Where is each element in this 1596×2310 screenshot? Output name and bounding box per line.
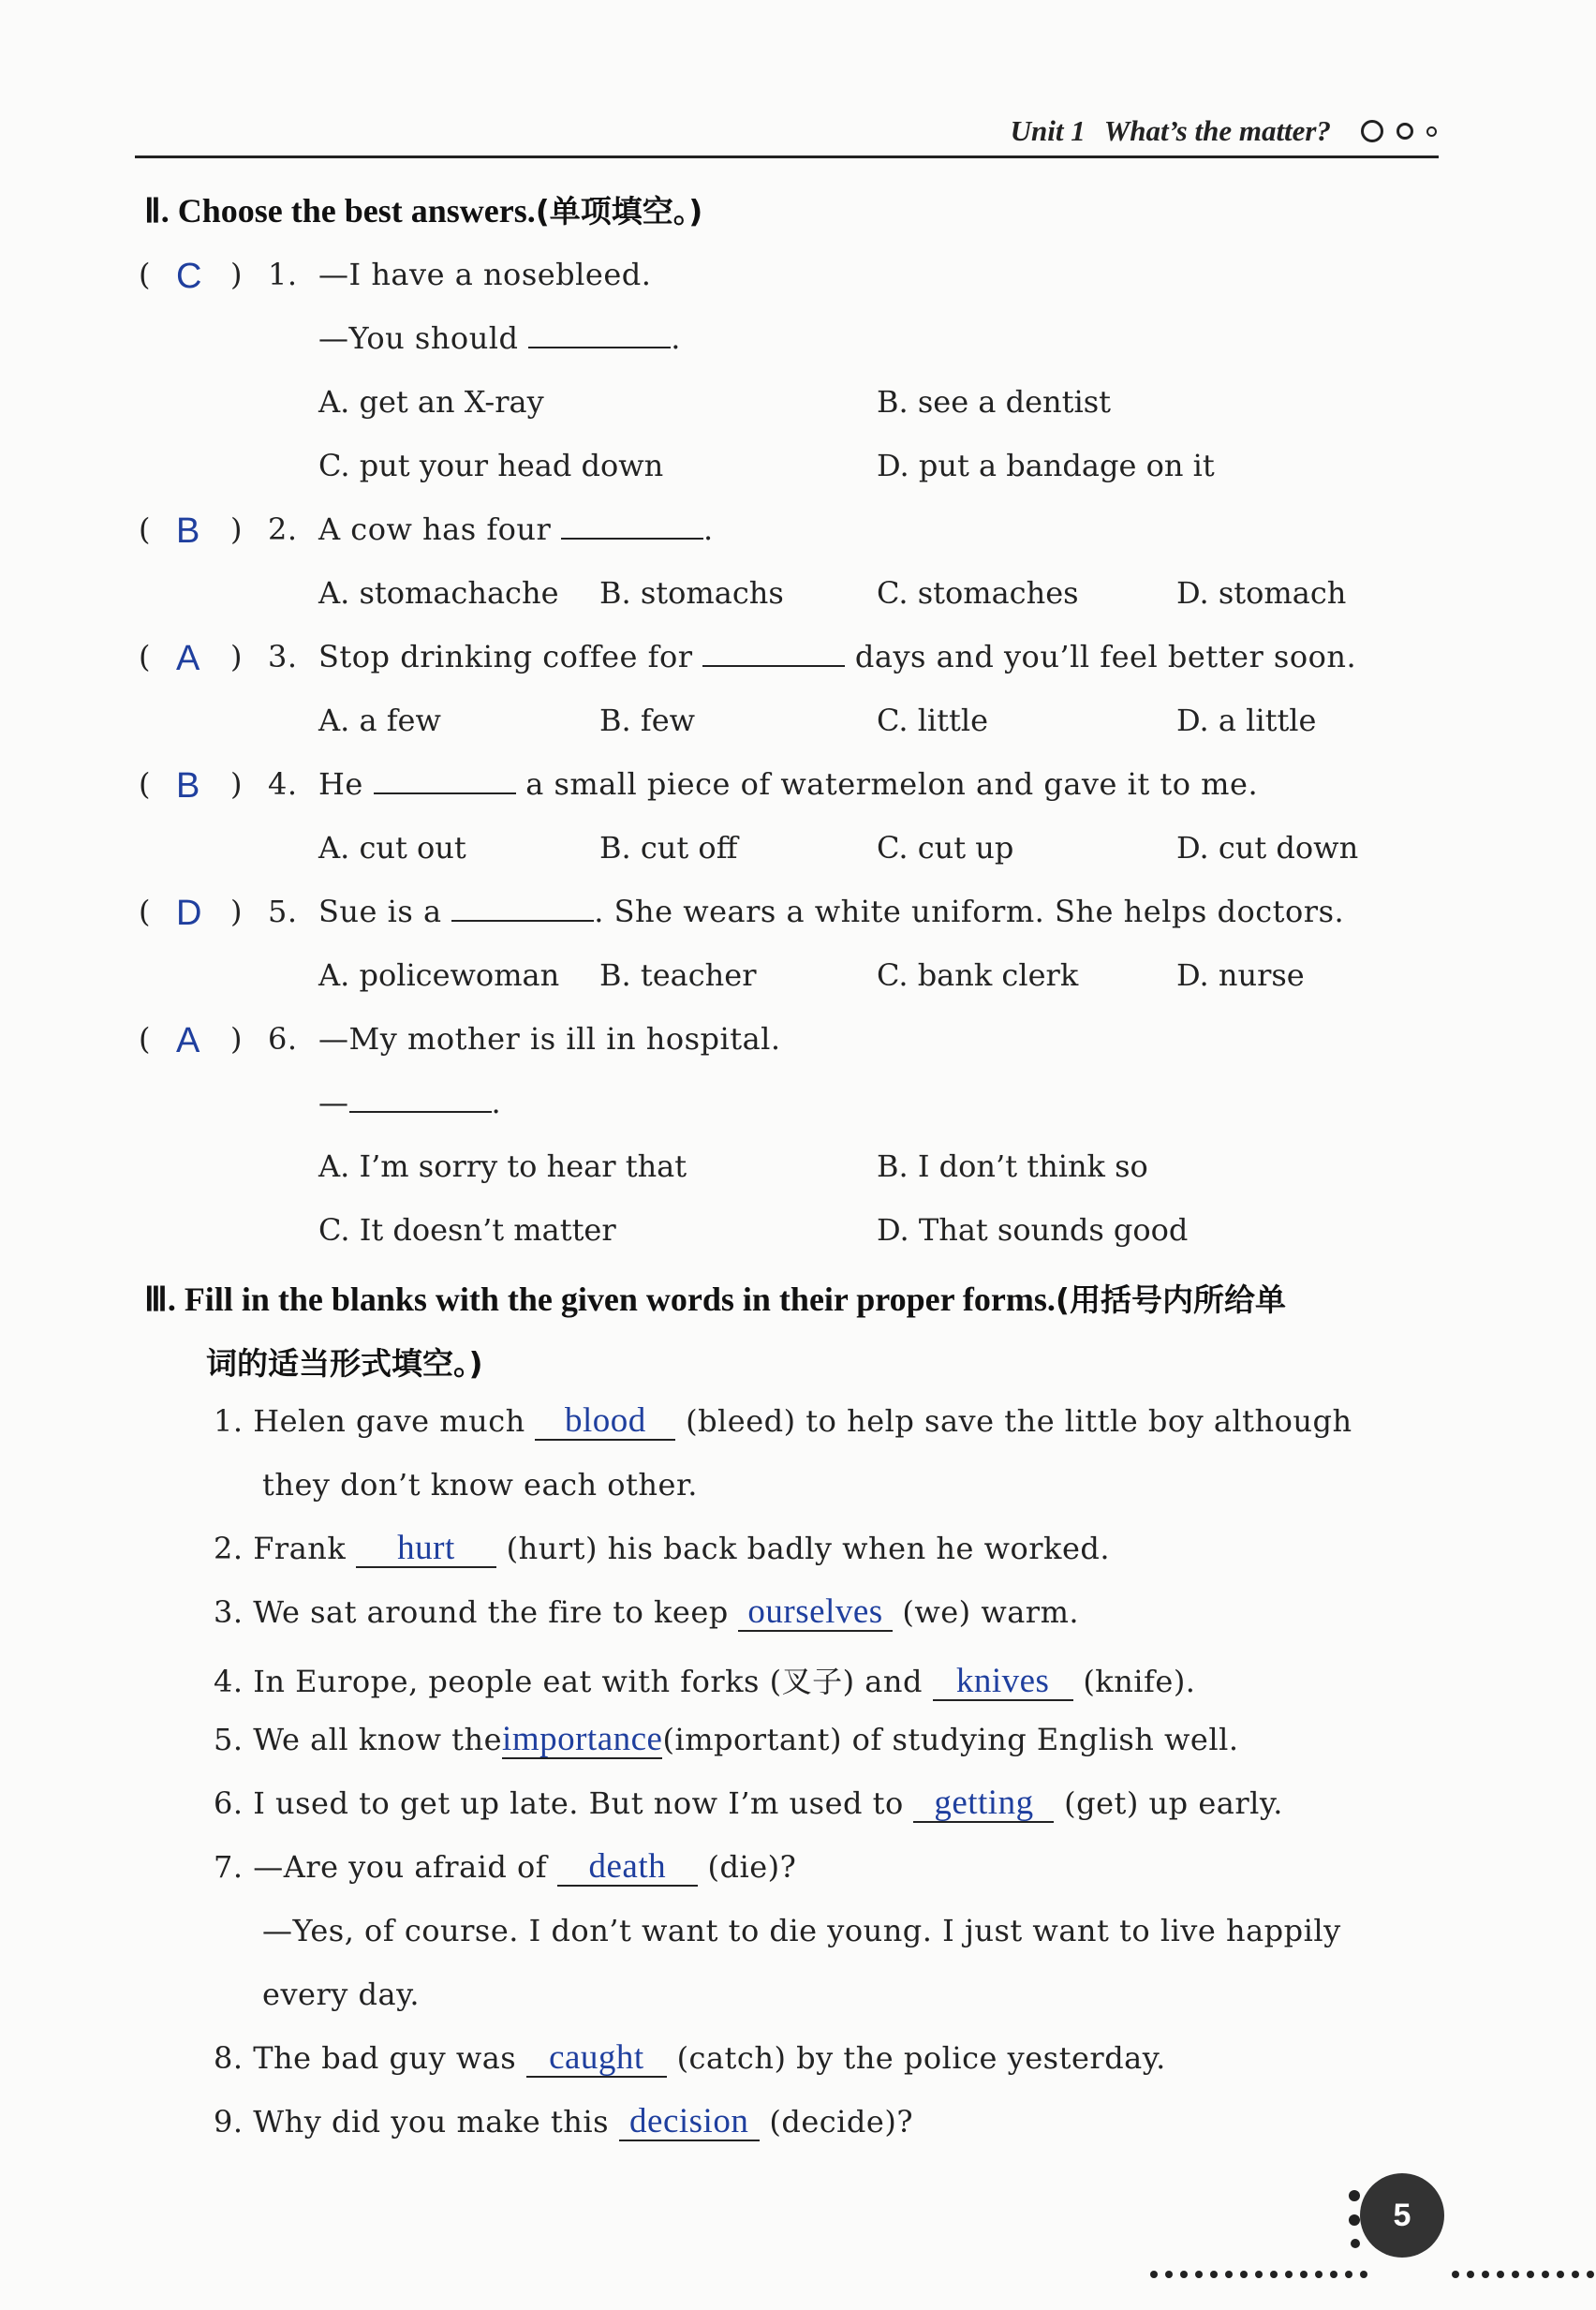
unit-title: What’s the matter? — [1103, 114, 1331, 147]
filled-answer: decision — [619, 2104, 760, 2141]
footer-dotted-line-left — [1150, 2271, 1367, 2276]
section-3-title: Ⅲ. Fill in the blanks with the given words in their proper forms.(用括号内所给单 — [144, 1281, 1286, 1318]
header-rule — [135, 155, 1439, 158]
workbook-page: Unit 1 What’s the matter? Ⅱ. Choose the best answers.(单项填空。) ( C ) 1. —I have a nosebleed. —You should . A. get an X-ray B. see a dentist C. put your head down D. put a bandage on it ( B ) 2. A cow has four . A. stomachache B. stomachs C. stomaches D. stomach ( A ) 3. Stop drinking coffee for days and you’ll feel better soon. A. a few B. few C. little D. a little ( B ) 4. He a small piece of watermelon and gave it to me. A. cut out B. cut off C. cut up D. cut down ( D ) 5. Sue is a . She wears a white uniform. She helps doctors. A. policewoman B. teacher C. bank clerk D. nurse ( A ) 6. —My mother is ill in hospital. — . A. I’m sorry to hear that B. I don’t think so C. It doesn’t matter D. That sounds good Ⅲ. Fill in the blanks with the given words in their proper forms.(用括号内所给单 词的适当形式填空。) 1. Helen gave much blood (bleed) to help save the little boy although they don’t know each other. 2. Frank hurt (hurt) his back badly when he worked. 3. We sat around the fire to keep ourselves (we) warm. 4. In Europe, people eat with forks (叉子) and knives (knife). 5. We all know theimportance(important) of studying English well. 6. I used to get up late. But now I’m used to getting (get) up early. 7. —Are you afraid of death (die)? —Yes, of course. I don’t want to die young. I just want to live happily every day. 8. The bad guy was caught (catch) by the police yesterday. 9. Why did you make this decision (decide)? 5 — [0, 0, 1596, 2310]
footer-dotted-line-right — [1452, 2271, 1594, 2276]
header-circles-icon — [1361, 120, 1437, 142]
answer-mark: C — [176, 257, 202, 296]
filled-answer: blood — [535, 1403, 675, 1441]
filled-answer: ourselves — [738, 1594, 892, 1632]
filled-answer: knives — [933, 1664, 1073, 1701]
answer-blank — [349, 1087, 492, 1113]
answer-mark: B — [176, 766, 200, 806]
filled-answer: death — [557, 1849, 698, 1887]
answer-mark: A — [176, 1021, 200, 1060]
running-header — [1011, 114, 1437, 148]
filled-answer: getting — [913, 1785, 1054, 1823]
filled-answer: hurt — [356, 1531, 496, 1568]
unit-label: Unit 1 — [1010, 114, 1086, 147]
page-number: 5 — [1360, 2173, 1444, 2258]
filled-answer: importance — [502, 1720, 663, 1758]
section-3-title-cont: 词的适当形式填空。) — [206, 1345, 483, 1382]
answer-mark: A — [176, 639, 200, 678]
answer-blank — [702, 641, 845, 667]
filled-answer: caught — [526, 2040, 667, 2078]
answer-blank — [528, 322, 671, 348]
answer-mark: B — [176, 511, 200, 551]
answer-blank — [374, 768, 516, 794]
section-2-title: Ⅱ. Choose the best answers.(单项填空。) — [144, 192, 703, 230]
answer-blank — [451, 896, 594, 922]
answer-blank — [561, 513, 703, 540]
answer-mark: D — [176, 894, 202, 933]
